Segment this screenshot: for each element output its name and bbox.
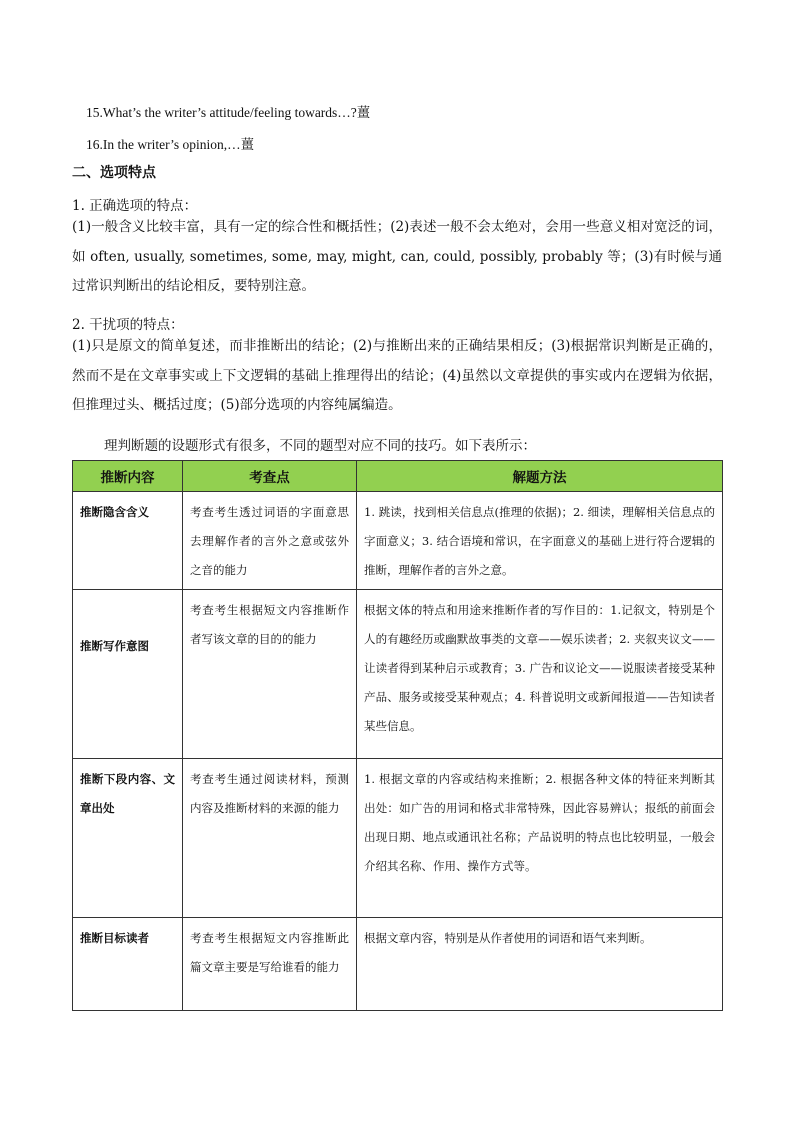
row-type: 推断隐含含义 [73,492,183,590]
table-row [73,759,723,918]
table-row [73,918,723,1011]
row-point: 考查考生根据短文内容推断此篇文章主要是写给谁看的能力 [183,918,357,1011]
header-inference-content: 推断内容 [73,461,183,492]
header-test-point: 考查点 [183,461,357,492]
distractor-options-text: (1)只是原文的简单复述，而非推断出的结论；(2)与推断出来的正确结果相反；(3)根据常识判断是正确的，然而不是在文章事实或上下文逻辑的基础上推理得出的结论；(4)虽然以文章提供的事实或内在逻辑为依据，但推理过头、概括过度；(5)部分选项的内容纯属编造。 [72,338,722,413]
correct-options-heading: 1. 正确选项的特点： [72,198,198,214]
row-type: 推断下段内容、文章出处 [73,759,183,918]
row-type: 推断写作意图 [73,590,183,759]
table-row [73,492,723,590]
row-method: 1. 根据文章的内容或结构来推断；2. 根据各种文体的特征来判断其出处：如广告的用词和格式非常特殊，因此容易辨认；报纸的前面会出现日期、地点或通讯社名称；产品说明的特点也比较明显，一般会介绍其名称、作用、操作方式等。 [357,759,723,918]
question-16: 16.In the writer’s opinion,…薑 [86,137,255,152]
table-header-row [73,461,723,492]
inference-table [72,460,723,1011]
table-row [73,590,723,759]
correct-options-text: (1)一般含义比较丰富，具有一定的综合性和概括性；(2)表述一般不会太绝对，会用一些意义相对宽泛的词，如 often, usually, sometimes, some, may, might, can, could, possibly, probably 等；(3)有时候与通过常识判断出的结论相反，要特别注意。 [72,219,722,294]
row-method: 根据文章内容，特别是从作者使用的词语和语气来判断。 [357,918,723,1011]
table-intro: 理判断题的设题形式有很多，不同的题型对应不同的技巧。如下表所示： [104,438,536,454]
row-point: 考查考生根据短文内容推断作者写该文章的目的的能力 [183,590,357,759]
distractor-options-heading: 2. 干扰项的特点： [72,317,184,333]
row-method: 根据文体的特点和用途来推断作者的写作目的：1.记叙文，特别是个人的有趣经历或幽默故事类的文章——娱乐读者；2. 夹叙夹议文——让读者得到某种启示或教育；3. 广告和议论文——说服读者接受某种产品、服务或接受某种观点；4. 科普说明文或新闻报道——告知读者某些信息。 [357,590,723,759]
row-method: 1. 跳读，找到相关信息点(推理的依据)；2. 细读，理解相关信息点的字面意义；3. 结合语境和常识，在字面意义的基础上进行符合逻辑的推断，理解作者的言外之意。 [357,492,723,590]
section-heading: 二、选项特点 [72,165,156,181]
row-point: 考查考生通过阅读材料，预测内容及推断材料的来源的能力 [183,759,357,918]
header-method: 解题方法 [357,461,723,492]
row-point: 考查考生透过词语的字面意思去理解作者的言外之意或弦外之音的能力 [183,492,357,590]
question-15: 15.What’s the writer’s attitude/feeling towards…?薑 [86,105,371,120]
row-type: 推断目标读者 [73,918,183,1011]
